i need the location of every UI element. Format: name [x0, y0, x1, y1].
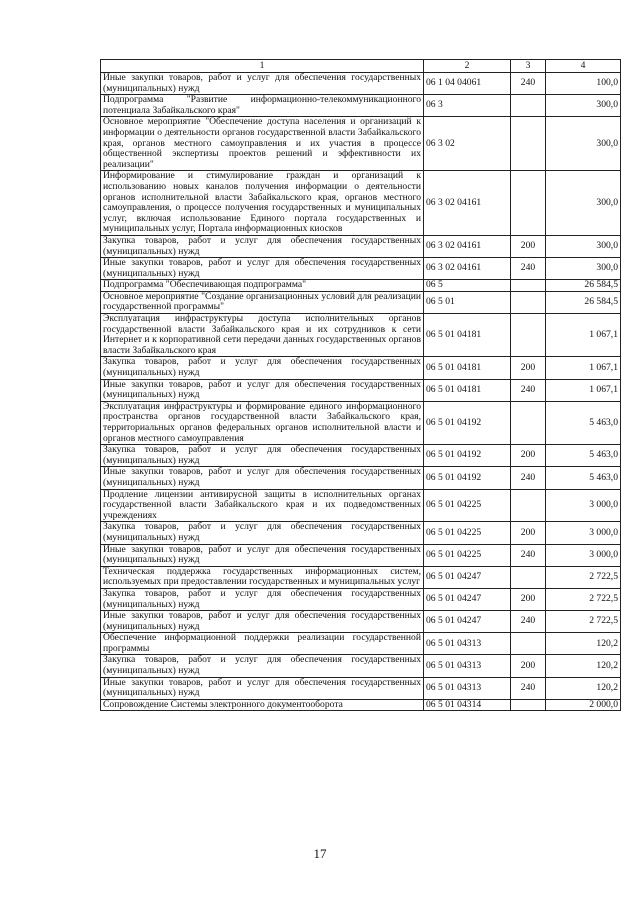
row-amount: 300,0	[546, 95, 621, 117]
row-type: 240	[511, 73, 546, 95]
table-row	[101, 280, 621, 292]
row-code: 06 5 01 04225	[424, 522, 511, 544]
row-amount: 120,2	[546, 677, 621, 699]
row-name: Иные закупки товаров, работ и услуг для обеспечения государственных (муниципальных) нужд	[101, 611, 424, 633]
row-name: Подпрограмма "Обеспечивающая подпрограмма"	[101, 280, 424, 292]
table-row	[101, 117, 621, 171]
table-row	[101, 522, 621, 544]
row-amount: 5 463,0	[546, 401, 621, 444]
row-amount: 300,0	[546, 117, 621, 171]
row-type: 200	[511, 588, 546, 610]
row-type	[511, 699, 546, 711]
row-name: Продление лицензии антивирусной защиты в исполнительных органах государственной власти Забайкальского края и их подведомственных учреждениях	[101, 489, 424, 522]
table-row	[101, 401, 621, 444]
row-code: 06 5 01 04313	[424, 677, 511, 699]
row-amount: 26 584,5	[546, 291, 621, 313]
row-code: 06 5 01 04313	[424, 633, 511, 655]
row-code: 06 5 01 04313	[424, 655, 511, 677]
row-type	[511, 489, 546, 522]
table-row	[101, 677, 621, 699]
table-row	[101, 258, 621, 280]
row-name: Информирование и стимулирование граждан и организаций к использованию новых каналов получения информации о деятельности органов исполнительной власти Забайкальского края, органов местного самоуправления, о процессе получения государственных и муниципальных услуг, включая использование Единого портала государственных и муниципальных услуг, Портала информационных киосков	[101, 171, 424, 236]
row-type: 240	[511, 611, 546, 633]
column-header-4: 4	[546, 60, 621, 73]
row-type	[511, 314, 546, 357]
row-name: Закупка товаров, работ и услуг для обеспечения государственных (муниципальных) нужд	[101, 445, 424, 467]
row-name: Подпрограмма "Развитие информационно-телекоммуникационного потенциала Забайкальского края"	[101, 95, 424, 117]
row-code: 06 3 02 04161	[424, 171, 511, 236]
row-type: 200	[511, 235, 546, 257]
table-row	[101, 588, 621, 610]
row-type: 240	[511, 544, 546, 566]
row-code: 06 5 01 04181	[424, 379, 511, 401]
row-type	[511, 171, 546, 236]
row-code: 06 5 01 04247	[424, 566, 511, 588]
row-amount: 300,0	[546, 235, 621, 257]
row-amount: 5 463,0	[546, 467, 621, 489]
table-row	[101, 699, 621, 711]
row-name: Основное мероприятие "Создание организационных условий для реализации государственной программы"	[101, 291, 424, 313]
row-type: 200	[511, 655, 546, 677]
table-row	[101, 445, 621, 467]
row-type: 240	[511, 467, 546, 489]
row-code: 06 5 01 04225	[424, 489, 511, 522]
row-amount: 3 000,0	[546, 522, 621, 544]
row-amount: 2 000,0	[546, 699, 621, 711]
row-amount: 1 067,1	[546, 314, 621, 357]
row-name: Иные закупки товаров, работ и услуг для обеспечения государственных (муниципальных) нужд	[101, 467, 424, 489]
row-code: 06 5 01 04314	[424, 699, 511, 711]
row-name: Закупка товаров, работ и услуг для обеспечения государственных (муниципальных) нужд	[101, 588, 424, 610]
table-row	[101, 314, 621, 357]
row-code: 06 3	[424, 95, 511, 117]
table-row	[101, 467, 621, 489]
row-name: Закупка товаров, работ и услуг для обеспечения государственных (муниципальных) нужд	[101, 655, 424, 677]
table-row	[101, 633, 621, 655]
row-code: 06 5 01 04247	[424, 611, 511, 633]
row-name: Закупка товаров, работ и услуг для обеспечения государственных (муниципальных) нужд	[101, 357, 424, 379]
table-row	[101, 95, 621, 117]
row-type	[511, 401, 546, 444]
row-code: 06 5 01	[424, 291, 511, 313]
row-type: 240	[511, 379, 546, 401]
row-name: Закупка товаров, работ и услуг для обеспечения государственных (муниципальных) нужд	[101, 235, 424, 257]
row-amount: 3 000,0	[546, 489, 621, 522]
row-amount: 2 722,5	[546, 611, 621, 633]
row-name: Эксплуатация инфраструктуры и формирование единого информационного пространства органов государственной власти Забайкальского края, территориальных органов федеральных органов исполнительной власти и органов местного самоуправления	[101, 401, 424, 444]
table-row	[101, 171, 621, 236]
row-name: Сопровождение Системы электронного документооборота	[101, 699, 424, 711]
row-name: Иные закупки товаров, работ и услуг для обеспечения государственных (муниципальных) нужд	[101, 258, 424, 280]
row-name: Техническая поддержка государственных информационных систем, используемых при предоставлении государственных и муниципальных услуг	[101, 566, 424, 588]
row-type: 200	[511, 445, 546, 467]
row-amount: 26 584,5	[546, 280, 621, 292]
row-name: Иные закупки товаров, работ и услуг для обеспечения государственных (муниципальных) нужд	[101, 677, 424, 699]
row-type	[511, 633, 546, 655]
table-body	[101, 73, 621, 711]
row-type	[511, 95, 546, 117]
row-name: Эксплуатация инфраструктуры доступа исполнительных органов государственной власти Забайкальского края и их сотрудников к сети Интернет и к корпоративной сети передачи данных государственных органов власти Забайкальского края	[101, 314, 424, 357]
column-header-3: 3	[511, 60, 546, 73]
row-amount: 120,2	[546, 655, 621, 677]
row-name: Обеспечение информационной поддержки реализации государственной программы	[101, 633, 424, 655]
row-code: 06 5 01 04247	[424, 588, 511, 610]
table-row	[101, 379, 621, 401]
row-name: Иные закупки товаров, работ и услуг для обеспечения государственных (муниципальных) нужд	[101, 544, 424, 566]
row-amount: 1 067,1	[546, 379, 621, 401]
row-code: 06 3 02 04161	[424, 258, 511, 280]
row-code: 06 5 01 04181	[424, 314, 511, 357]
table-row	[101, 655, 621, 677]
row-amount: 300,0	[546, 258, 621, 280]
row-code: 06 1 04 04061	[424, 73, 511, 95]
row-name: Иные закупки товаров, работ и услуг для обеспечения государственных (муниципальных) нужд	[101, 379, 424, 401]
row-amount: 2 722,5	[546, 588, 621, 610]
row-code: 06 5 01 04225	[424, 544, 511, 566]
row-amount: 300,0	[546, 171, 621, 236]
row-type: 240	[511, 677, 546, 699]
table-row	[101, 73, 621, 95]
row-amount: 2 722,5	[546, 566, 621, 588]
table-row	[101, 291, 621, 313]
column-header-1: 1	[101, 60, 424, 73]
row-type	[511, 291, 546, 313]
table-row	[101, 544, 621, 566]
table-row	[101, 489, 621, 522]
row-type: 240	[511, 258, 546, 280]
row-type	[511, 566, 546, 588]
row-type	[511, 280, 546, 292]
row-amount: 5 463,0	[546, 445, 621, 467]
table-row	[101, 357, 621, 379]
row-amount: 1 067,1	[546, 357, 621, 379]
row-code: 06 5 01 04192	[424, 445, 511, 467]
row-type	[511, 117, 546, 171]
row-type: 200	[511, 522, 546, 544]
row-amount: 100,0	[546, 73, 621, 95]
row-type: 200	[511, 357, 546, 379]
row-name: Основное мероприятие "Обеспечение доступа населения и организаций к информации о деятельности органов государственной власти Забайкальского края, органов местного самоуправления и их участия в процессе общественной экспертизы проектов решений и эффективности их реализации"	[101, 117, 424, 171]
page-number: 17	[313, 846, 327, 861]
row-code: 06 5 01 04192	[424, 467, 511, 489]
row-amount: 120,2	[546, 633, 621, 655]
row-amount: 3 000,0	[546, 544, 621, 566]
table-row	[101, 611, 621, 633]
table-row	[101, 566, 621, 588]
row-name: Закупка товаров, работ и услуг для обеспечения государственных (муниципальных) нужд	[101, 522, 424, 544]
row-code: 06 5 01 04181	[424, 357, 511, 379]
table-row	[101, 235, 621, 257]
column-header-2: 2	[424, 60, 511, 73]
row-name: Иные закупки товаров, работ и услуг для обеспечения государственных (муниципальных) нужд	[101, 73, 424, 95]
budget-table	[100, 59, 621, 711]
table-header-row	[101, 60, 621, 73]
row-code: 06 3 02 04161	[424, 235, 511, 257]
row-code: 06 5 01 04192	[424, 401, 511, 444]
row-code: 06 5	[424, 280, 511, 292]
row-code: 06 3 02	[424, 117, 511, 171]
